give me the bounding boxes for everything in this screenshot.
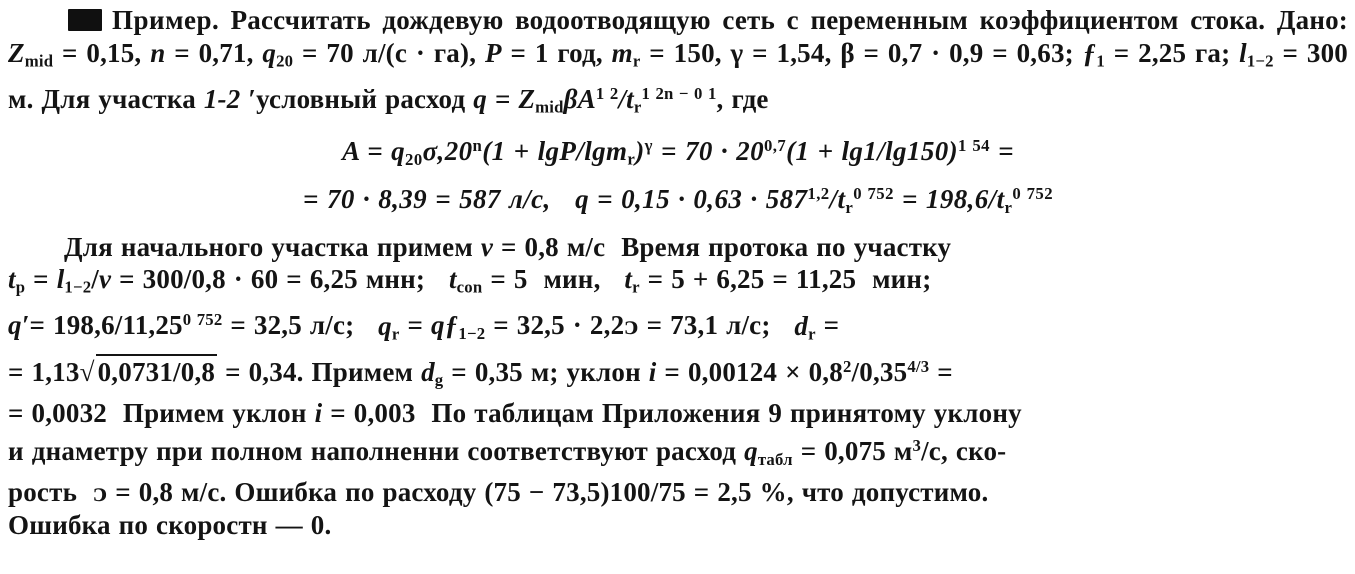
paragraph-initial-section: Для начального участка примем v = 0,8 м/с Время протока по участку xyxy=(64,231,952,262)
calc-line-3: = 1,13√ 0,0731/0,8 = 0,34. Примем $d_g = 0,35$ м; уклон $i = 0,00124 \times 0,8^2/0,35^{4/3}$ = xyxy=(8,351,1348,397)
closing-line-1: и днаметру при полном наполненни соответствуют расход $q_{табл} = 0,075$ $м^3/с$, ско- xyxy=(8,435,1007,469)
document-body xyxy=(8,4,1348,541)
symbol-f1: $ƒ_1$ xyxy=(1082,37,1105,71)
closing-line-3: Ошибка по скоростн — 0. xyxy=(8,509,332,540)
symbol-zmid: $Z_{mid}$ xyxy=(8,37,54,71)
equation-q: = 70 · 8,39 = 587 л/с, $q = 0,15 \cdot 0,63 \cdot 587^{1,2}/t_r^{0 752} = 198,6/t_r^{0 752}$ xyxy=(303,184,1053,218)
symbol-q20: $q_{20}$ xyxy=(262,37,294,71)
section-label: 1-2 xyxy=(203,83,241,114)
calc-line-1: $t_p = l_{1-2}/v = 300/0,8 \cdot 60 = 6,25$ мнн; $t_{con} = 5$ мин, $t_r = 5 + 6,25 = 11,25$ мин; xyxy=(8,264,932,297)
symbol-mr: $m_r$ xyxy=(611,37,641,71)
calc-line-2: $q'= 198,6/11,25^{0 752} = 32,5$ л/с; $q_r$ = $qƒ_{1-2} = 32,5$ · 2,2ᴐ = 73,1 л/с; $d_r$ = xyxy=(8,310,840,344)
paragraph-example: Пример. Рассчитать дождевую водоотводящую сеть с переменным коэффициентом стока. Дано: $Z_{mid} = 0,15$, n = 0,71, $q_{20} = 70$ л/(с · га), P = 1 год, $m_r = 150$, γ = 1,54, β = 0,7 · 0,9 = 0,63; $ƒ_1 = 2,25$ га; $l_{1-2} = 300$ м. Для участка 1-2 ′условный расход $q = Z_{mid}\beta A^{1 2}/t_r^{1 2n - 0 1}$, где xyxy=(8,5,1348,117)
symbol-v: v xyxy=(480,231,494,262)
formula-q-inline: $q = Z_{mid}\beta A^{1 2}/t_r^{1 2n - 0 1}$ xyxy=(473,83,717,117)
equation-A: $A = q_{20}\sigma,20^n(1 + \lg P/\lg m_r)^\gamma = 70 \cdot 20^{0,7}(1 + \lg 1/\lg 150)^{1 54}$ = xyxy=(342,136,1014,169)
symbol-p: P xyxy=(484,37,502,68)
calc-line-4: = 0,0032 Примем уклон i = 0,003 По таблицам Приложения 9 принятому уклону xyxy=(8,398,1022,429)
closing-line-2: рость ᴐ = 0,8 м/с. Ошибка по расходу (75 − 73,5)100/75 = 2,5 %, что допустимо. xyxy=(8,477,989,508)
symbol-n: n xyxy=(150,37,166,68)
example-heading: Пример xyxy=(112,5,212,35)
symbol-l12: $l_{1-2}$ xyxy=(1239,37,1274,71)
black-square-bullet-icon xyxy=(68,9,102,31)
